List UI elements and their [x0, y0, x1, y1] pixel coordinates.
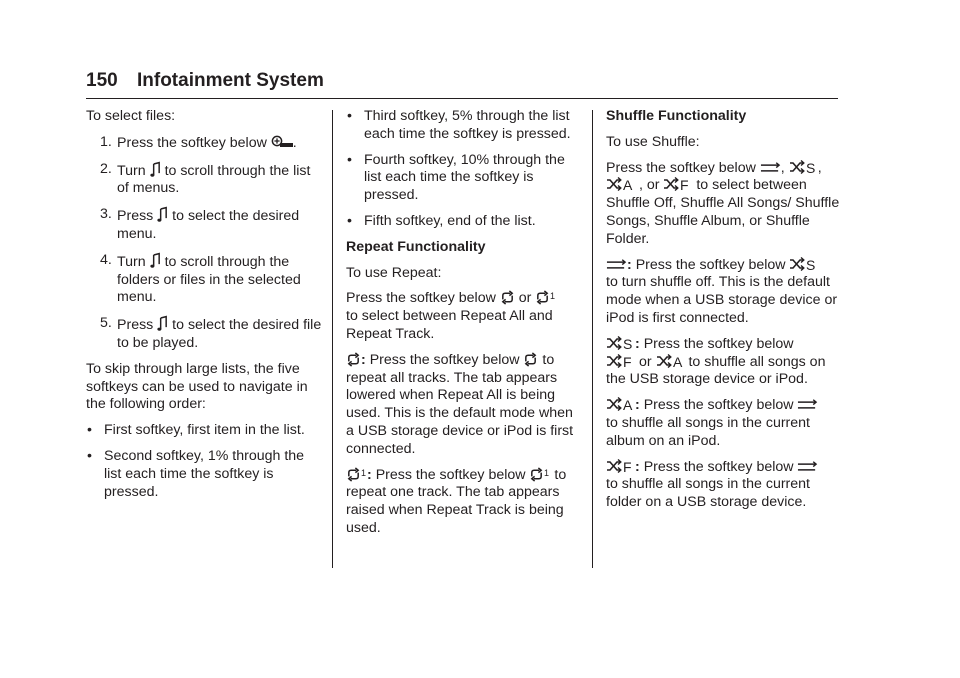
svg-text:1: 1	[361, 467, 367, 478]
svg-text:S: S	[806, 256, 816, 272]
step-text: Press the softkey below	[117, 134, 267, 151]
bullet-text: First softkey, first item in the list.	[104, 422, 305, 439]
page-number: 150	[86, 70, 118, 91]
svg-text:A: A	[623, 177, 633, 193]
colon: :	[635, 397, 640, 414]
colon: :	[361, 351, 366, 368]
text: Press the softkey below	[635, 256, 786, 273]
text: to shuffle all songs in the current folder on a USB storage device.	[606, 476, 811, 511]
repeat-all-icon	[523, 352, 538, 367]
shuffle-off-icon	[797, 398, 818, 412]
text: to shuffle all songs in the current album on an iPod.	[606, 414, 811, 449]
bullet: •	[347, 151, 352, 168]
tune-knob-icon	[150, 252, 161, 269]
shuffle-intro: To use Shuffle:	[606, 133, 700, 150]
text: to shuffle all songs on the USB storage device or iPod.	[606, 353, 826, 388]
step-number: 4.	[100, 251, 112, 268]
svg-text:1: 1	[544, 467, 550, 478]
shuffle-press-para	[606, 160, 842, 249]
step-number: 2.	[100, 160, 112, 177]
svg-text:A: A	[623, 397, 633, 413]
column-3	[606, 108, 842, 520]
repeat-one-icon	[346, 467, 367, 482]
svg-text:S: S	[623, 335, 633, 351]
shuffle-songs-icon	[789, 160, 818, 175]
shuffle-album-para	[606, 397, 842, 450]
shuffle-songs-icon	[789, 257, 818, 272]
list-item	[86, 448, 322, 501]
text: ,	[817, 159, 822, 176]
page-header	[86, 70, 324, 92]
skip-lists-text: To skip through large lists, the five softkeys can be used to navigate in the following order:	[86, 360, 308, 413]
list-item	[346, 152, 582, 205]
svg-text:A: A	[672, 353, 682, 369]
text: to turn shuffle off. This is the default mode when a USB storage device or iPod is first connected.	[606, 274, 838, 326]
svg-text:1: 1	[550, 291, 556, 302]
shuffle-off-icon	[606, 258, 627, 272]
step-5	[86, 315, 322, 353]
repeat-intro: To use Repeat:	[346, 264, 442, 281]
section-title: Infotainment System	[136, 70, 324, 91]
bullet-text: Fifth softkey, end of the list.	[364, 212, 536, 229]
colon: :	[367, 466, 372, 483]
step-text: Press	[117, 317, 154, 334]
step-2	[86, 161, 322, 199]
shuffle-folder-para	[606, 459, 842, 512]
repeat-one-icon	[535, 290, 556, 305]
bullet: •	[87, 422, 92, 439]
text: Press the softkey below	[643, 458, 794, 475]
repeat-one-icon	[529, 467, 550, 482]
bullet: •	[347, 108, 352, 124]
step-text: Turn	[117, 162, 146, 179]
colon: :	[627, 256, 632, 273]
text: or	[638, 353, 652, 370]
repeat-heading: Repeat Functionality	[346, 238, 486, 255]
text: Press the softkey below	[369, 351, 520, 368]
step-text-end: to scroll through the folders or files in the selected menu.	[117, 253, 301, 306]
text: to repeat one track. The tab appears raised when Repeat Track is being used.	[346, 466, 567, 536]
tune-knob-icon	[157, 315, 168, 332]
bullet: •	[87, 447, 92, 464]
list-item	[346, 213, 582, 231]
step-number: 5.	[100, 315, 112, 332]
shuffle-album-icon	[606, 177, 635, 192]
text: to select between Repeat All and Repeat Track.	[346, 308, 553, 342]
select-files-intro: To select files:	[86, 108, 176, 124]
shuffle-off-icon	[760, 161, 781, 175]
column-2	[346, 108, 582, 546]
shuffle-songs-icon	[606, 336, 635, 351]
shuffle-folder-icon	[606, 459, 635, 474]
shuffle-folder-icon	[663, 177, 692, 192]
step-text-end: .	[292, 134, 297, 151]
list-item	[346, 108, 582, 144]
step-text: Press	[117, 208, 154, 225]
shuffle-off-icon	[797, 460, 818, 474]
text: Press the softkey below	[346, 290, 496, 307]
text: , or	[638, 177, 660, 194]
repeat-all-icon	[500, 290, 515, 305]
list-item	[86, 422, 322, 440]
repeat-all-para	[346, 352, 582, 459]
step-number: 3.	[100, 206, 112, 223]
text: Press the softkey below	[375, 466, 526, 483]
bullet-text: Second softkey, 1% through the list each time the softkey is pressed.	[104, 447, 305, 500]
step-1	[86, 134, 322, 153]
header-rule	[86, 98, 838, 99]
tune-knob-icon	[150, 161, 161, 178]
step-text-end: to select the desired menu.	[117, 208, 300, 242]
bullet-text: Third softkey, 5% through the list each time the softkey is pressed.	[364, 108, 571, 142]
svg-text:S: S	[805, 159, 816, 175]
colon: :	[635, 335, 640, 352]
bullet: •	[347, 212, 352, 229]
text: to select between Shuffle Off, Shuffle All Songs/ Shuffle Songs, Shuffle Album, or Shuffle Folder.	[606, 177, 840, 247]
shuffle-songs-para	[606, 336, 842, 389]
column-divider-2	[592, 110, 593, 568]
shuffle-album-icon	[656, 354, 685, 369]
svg-text:F: F	[680, 177, 689, 193]
bullet-text: Fourth softkey, 10% through the list each time the softkey is pressed.	[364, 151, 565, 204]
menu-softkey-icon	[271, 134, 293, 150]
colon: :	[635, 458, 640, 475]
svg-text:F: F	[623, 353, 632, 369]
step-4	[86, 252, 322, 307]
text: Press the softkey below	[643, 335, 794, 352]
shuffle-heading: Shuffle Functionality	[606, 108, 747, 124]
step-3	[86, 206, 322, 244]
step-text-end: to select the desired file to be played.	[117, 317, 322, 351]
svg-text:F: F	[623, 458, 632, 474]
repeat-press-para	[346, 290, 582, 343]
text: Press the softkey below	[606, 159, 756, 176]
text: ,	[780, 159, 785, 176]
repeat-one-para	[346, 467, 582, 538]
column-1	[86, 108, 322, 509]
step-number: 1.	[100, 133, 112, 150]
tune-knob-icon	[157, 206, 168, 223]
text: or	[518, 290, 532, 307]
shuffle-off-para	[606, 257, 842, 328]
column-divider-1	[332, 110, 333, 568]
shuffle-folder-icon	[606, 354, 635, 369]
shuffle-album-icon	[606, 397, 635, 412]
text: Press the softkey below	[643, 397, 794, 414]
repeat-all-icon	[346, 352, 361, 367]
step-text-end: to scroll through the list of menus.	[117, 162, 311, 197]
step-text: Turn	[117, 253, 146, 270]
text: to repeat all tracks. The tab appears lowered when Repeat All is being used. This is the default mode when a USB storage device or iPod is first connected.	[346, 351, 574, 457]
